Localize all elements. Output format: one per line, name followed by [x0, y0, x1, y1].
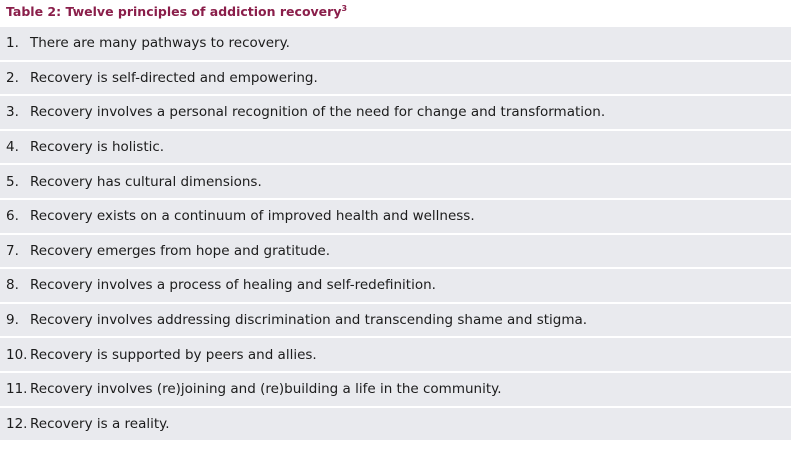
table-row: [0, 131, 791, 164]
table-title-text: Table 2: Twelve principles of addiction recovery: [6, 4, 342, 19]
row-text: Recovery is self-directed and empowering.: [30, 69, 318, 86]
row-text: Recovery involves a process of healing and self-redefinition.: [30, 277, 436, 294]
row-number: 12.: [6, 415, 28, 432]
row-number: 11.: [6, 381, 28, 398]
row-text: Recovery involves a personal recognition of the need for change and transformation.: [30, 104, 606, 121]
table-row: [0, 338, 791, 371]
table-body: [0, 27, 791, 442]
table-title: [6, 4, 347, 22]
row-text: Recovery is holistic.: [30, 139, 165, 156]
row-text: Recovery is a reality.: [30, 415, 170, 432]
row-text: Recovery is supported by peers and allies.: [30, 346, 317, 363]
row-number: 1.: [6, 35, 19, 52]
row-text: Recovery has cultural dimensions.: [30, 173, 262, 190]
table-row: [0, 408, 791, 441]
row-number: 5.: [6, 173, 19, 190]
table-row: [0, 96, 791, 129]
row-text: Recovery involves (re)joining and (re)building a life in the community.: [30, 381, 502, 398]
row-number: 2.: [6, 69, 19, 86]
table-row: [0, 304, 791, 337]
table-row: [0, 235, 791, 268]
row-number: 10.: [6, 346, 28, 363]
row-text: Recovery involves addressing discrimination and transcending shame and stigma.: [30, 312, 588, 329]
row-number: 3.: [6, 104, 19, 121]
row-text: Recovery exists on a continuum of improved health and wellness.: [30, 208, 475, 225]
table-row: [0, 373, 791, 406]
table-row: [0, 200, 791, 233]
table-row: [0, 269, 791, 302]
row-text: Recovery emerges from hope and gratitude.: [30, 242, 330, 259]
row-number: 4.: [6, 139, 19, 156]
title-footnote: 3: [341, 3, 348, 13]
table-row: [0, 62, 791, 95]
row-number: 9.: [6, 312, 19, 329]
row-number: 7.: [6, 242, 19, 259]
row-text: There are many pathways to recovery.: [30, 35, 290, 52]
table-row: [0, 27, 791, 60]
row-number: 8.: [6, 277, 19, 294]
table-row: [0, 165, 791, 198]
row-number: 6.: [6, 208, 19, 225]
